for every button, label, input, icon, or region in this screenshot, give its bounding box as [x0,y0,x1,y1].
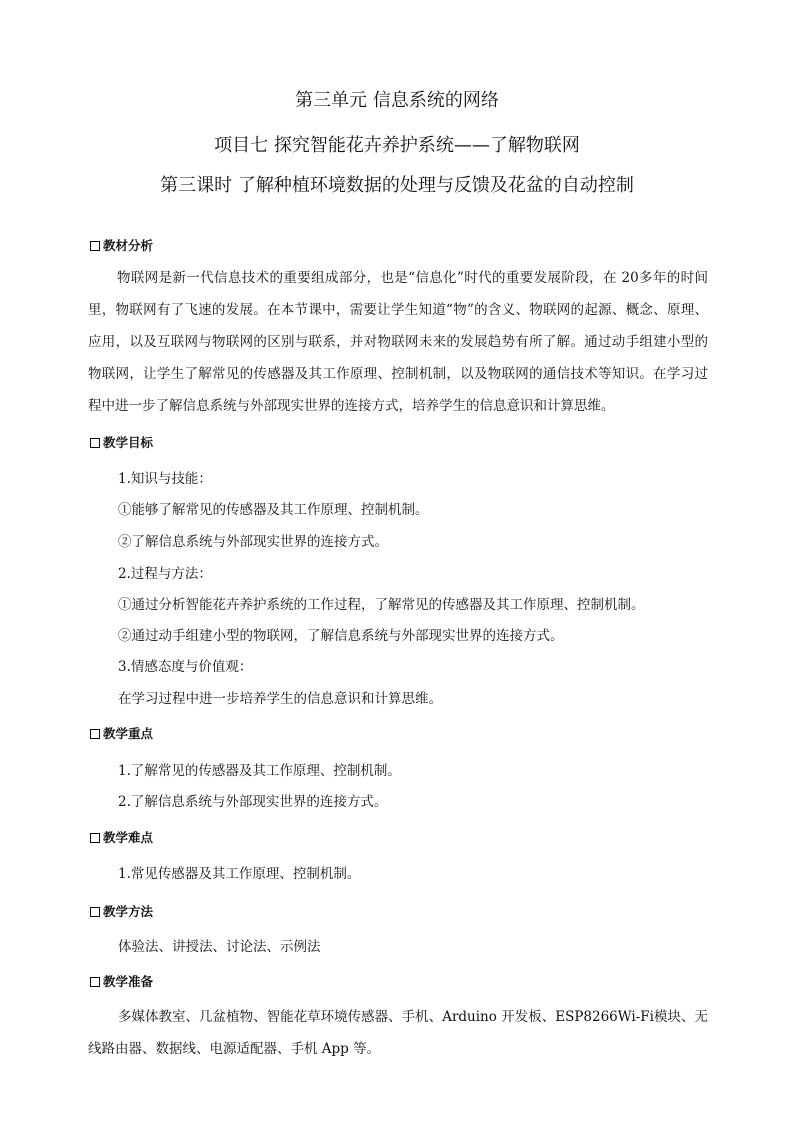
section-analysis-title: 教材分析 [103,238,154,253]
section-keypoints-title: 教学重点 [103,726,154,741]
section-difficulties-title: 教学难点 [103,830,154,845]
section-methods-title: 教学方法 [103,904,154,919]
goals-process-item-2: ②通过动手组建小型的物联网，了解信息系统与外部现实世界的连接方式。 [118,628,564,644]
section-methods-heading [90,902,153,920]
goals-process-item-1: ①通过分析智能花卉养护系统的工作过程，了解常见的传感器及其工作原理、控制机制。 [118,597,645,613]
section-difficulties-heading [90,828,153,846]
checkbox-bullet-icon [90,833,100,843]
preparation-paragraph: 多媒体教室、几盆植物、智能花草环境传感器、手机、Arduino 开发板、ESP8266Wi-Fi模块、无线路由器、数据线、电源适配器、手机 App 等。 [88,1009,708,1057]
checkbox-bullet-icon [90,907,100,917]
section-preparation-heading [90,972,153,990]
section-keypoints-heading [90,724,153,742]
difficulties-item-1: 1.常见传感器及其工作原理、控制机制。 [118,866,361,882]
section-preparation-title: 教学准备 [103,974,154,989]
analysis-paragraph: 物联网是新一代信息技术的重要组成部分，也是“信息化”时代的重要发展阶段，在 20多年的时间里，物联网有了飞速的发展。在本节课中，需要让学生知道“物”的含义、物联网的起源、概念、原理、应用，以及互联网与物联网的区别与联系，并对物联网未来的发展趋势有所了解。通过动手组建小型的物联网，让学生了解常见的传感器及其工作原理、控制机制，以及物联网的通信技术等知识。在学习过程中进一步了解信息系统与外部现实世界的连接方式，培养学生的信息意识和计算思维。 [88,270,708,414]
keypoints-item-1: 1.了解常见的传感器及其工作原理、控制机制。 [118,763,401,779]
checkbox-bullet-icon [90,241,100,251]
section-goals-title: 教学目标 [103,435,154,450]
checkbox-bullet-icon [90,729,100,739]
project-title: 项目七 探究智能花卉养护系统——了解物联网 [214,135,580,156]
goals-knowledge-item-2: ②了解信息系统与外部现实世界的连接方式。 [118,534,388,550]
goals-emotion-item-1: 在学习过程中进一步培养学生的信息意识和计算思维。 [118,691,442,707]
goals-emotion-title: 3.情感态度与价值观： [118,659,253,675]
section-analysis-heading [90,236,153,254]
section-goals-heading [90,433,153,451]
keypoints-item-2: 2.了解信息系统与外部现实世界的连接方式。 [118,794,388,810]
goals-knowledge-title: 1.知识与技能： [118,471,212,487]
goals-knowledge-item-1: ①能够了解常见的传感器及其工作原理、控制机制。 [118,502,429,518]
checkbox-bullet-icon [90,977,100,987]
unit-title: 第三单元 信息系统的网络 [295,90,499,111]
lesson-title: 第三课时 了解种植环境数据的处理与反馈及花盆的自动控制 [160,175,634,196]
checkbox-bullet-icon [90,438,100,448]
goals-process-title: 2.过程与方法： [118,566,212,582]
methods-text: 体验法、讲授法、讨论法、示例法 [118,939,321,955]
